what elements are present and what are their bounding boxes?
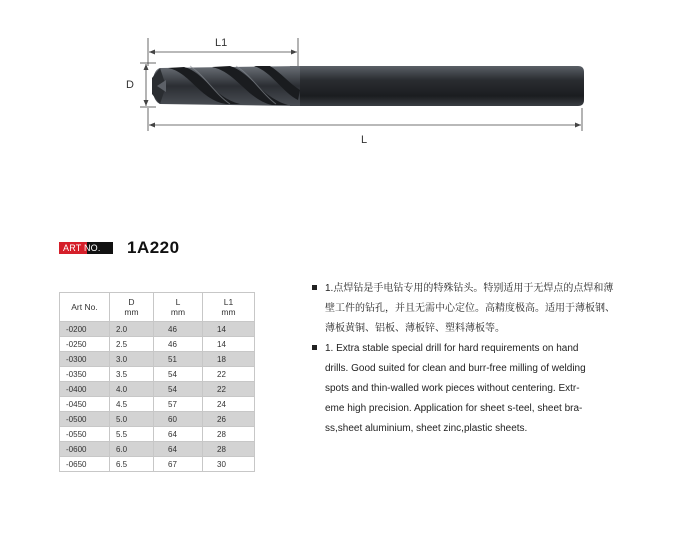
table-row: [60, 322, 255, 337]
cell-l1: 30: [203, 457, 255, 472]
cell-art-no: -0350: [60, 367, 110, 382]
description-line: spots and thin-walled work pieces without centering. Extr-: [325, 383, 580, 394]
cell-art-no: -0200: [60, 322, 110, 337]
cell-l1: 28: [203, 427, 255, 442]
description-line: 1. Extra stable special drill for hard requirements on hand: [325, 343, 579, 354]
drill-bit-image: [152, 66, 584, 106]
cell-art-no: -0400: [60, 382, 110, 397]
description-line: ss,sheet aluminium, sheet zinc,plastic sheets.: [325, 423, 528, 434]
cell-l: 64: [154, 442, 203, 457]
l1-label: L1: [215, 37, 228, 49]
cell-l1: 14: [203, 322, 255, 337]
header-l-text: L: [175, 297, 181, 307]
cell-l: 64: [154, 427, 203, 442]
cell-l: 67: [154, 457, 203, 472]
cell-l: 54: [154, 367, 203, 382]
cell-art-no: -0300: [60, 352, 110, 367]
bullet-icon: [312, 345, 317, 350]
cell-l: 54: [154, 382, 203, 397]
model-number: 1A220: [127, 238, 180, 257]
cell-d: 6.0: [110, 442, 154, 457]
cell-d: 5.5: [110, 427, 154, 442]
table-row: [60, 442, 255, 457]
header-l1-text: L1: [223, 297, 234, 307]
cell-l1: 22: [203, 367, 255, 382]
table-row: [60, 457, 255, 472]
table-row: [60, 382, 255, 397]
d-label: D: [126, 79, 134, 91]
cell-d: 2.5: [110, 337, 154, 352]
bullet-icon: [312, 285, 317, 290]
table-header-row: [60, 293, 255, 322]
cell-d: 6.5: [110, 457, 154, 472]
header-art-no: [60, 293, 110, 322]
spec-table: [59, 292, 255, 472]
description-chinese: [312, 279, 662, 339]
table-row: [60, 397, 255, 412]
cell-art-no: -0650: [60, 457, 110, 472]
description-line: 薄板黄铜、铝板、薄板锌、塑料薄板等。: [325, 323, 505, 334]
header-d: [110, 293, 154, 322]
header-l-unit: mm: [170, 307, 186, 317]
cell-l1: 24: [203, 397, 255, 412]
table-row: [60, 412, 255, 427]
cell-art-no: -0450: [60, 397, 110, 412]
cell-art-no: -0500: [60, 412, 110, 427]
drill-drawing: [0, 0, 691, 160]
cell-l1: 14: [203, 337, 255, 352]
cell-l: 60: [154, 412, 203, 427]
cell-d: 2.0: [110, 322, 154, 337]
overall-length-dimension: [148, 108, 582, 146]
description-english: [312, 339, 630, 439]
cell-d: 4.0: [110, 382, 154, 397]
table-row: [60, 427, 255, 442]
cell-l: 46: [154, 322, 203, 337]
cell-l: 46: [154, 337, 203, 352]
description-line: eme high precision. Application for sheet s-teel, sheet bra-: [325, 403, 583, 414]
header-art-no-text: Art No.: [71, 302, 98, 312]
cell-art-no: -0600: [60, 442, 110, 457]
cell-l1: 28: [203, 442, 255, 457]
cell-l1: 26: [203, 412, 255, 427]
cell-l1: 22: [203, 382, 255, 397]
cell-l: 57: [154, 397, 203, 412]
art-no-badge: [59, 242, 111, 254]
cell-l: 51: [154, 352, 203, 367]
header-l: [154, 293, 203, 322]
table-row: [60, 352, 255, 367]
cell-art-no: -0550: [60, 427, 110, 442]
header-l1-unit: mm: [221, 307, 236, 317]
header-d-text: D: [128, 297, 135, 307]
table-row: [60, 337, 255, 352]
cell-d: 4.5: [110, 397, 154, 412]
header-l1: [203, 293, 255, 322]
diameter-dimension: [126, 63, 156, 107]
cell-d: 3.0: [110, 352, 154, 367]
table-row: [60, 367, 255, 382]
cell-d: 5.0: [110, 412, 154, 427]
header-d-unit: mm: [124, 307, 139, 317]
art-no-badge-text: ART NO.: [63, 243, 101, 253]
description-line: 壁工件的钻孔，并且无需中心定位。高精度极高。适用于薄板钢、: [325, 303, 615, 314]
description-line: 1.点焊钻是手电钻专用的特殊钻头。特别适用于无焊点的点焊和薄: [325, 283, 614, 294]
cell-d: 3.5: [110, 367, 154, 382]
l-label: L: [361, 134, 368, 146]
cell-l1: 18: [203, 352, 255, 367]
description-line: drills. Good suited for clean and burr-free milling of welding: [325, 363, 586, 374]
cell-art-no: -0250: [60, 337, 110, 352]
